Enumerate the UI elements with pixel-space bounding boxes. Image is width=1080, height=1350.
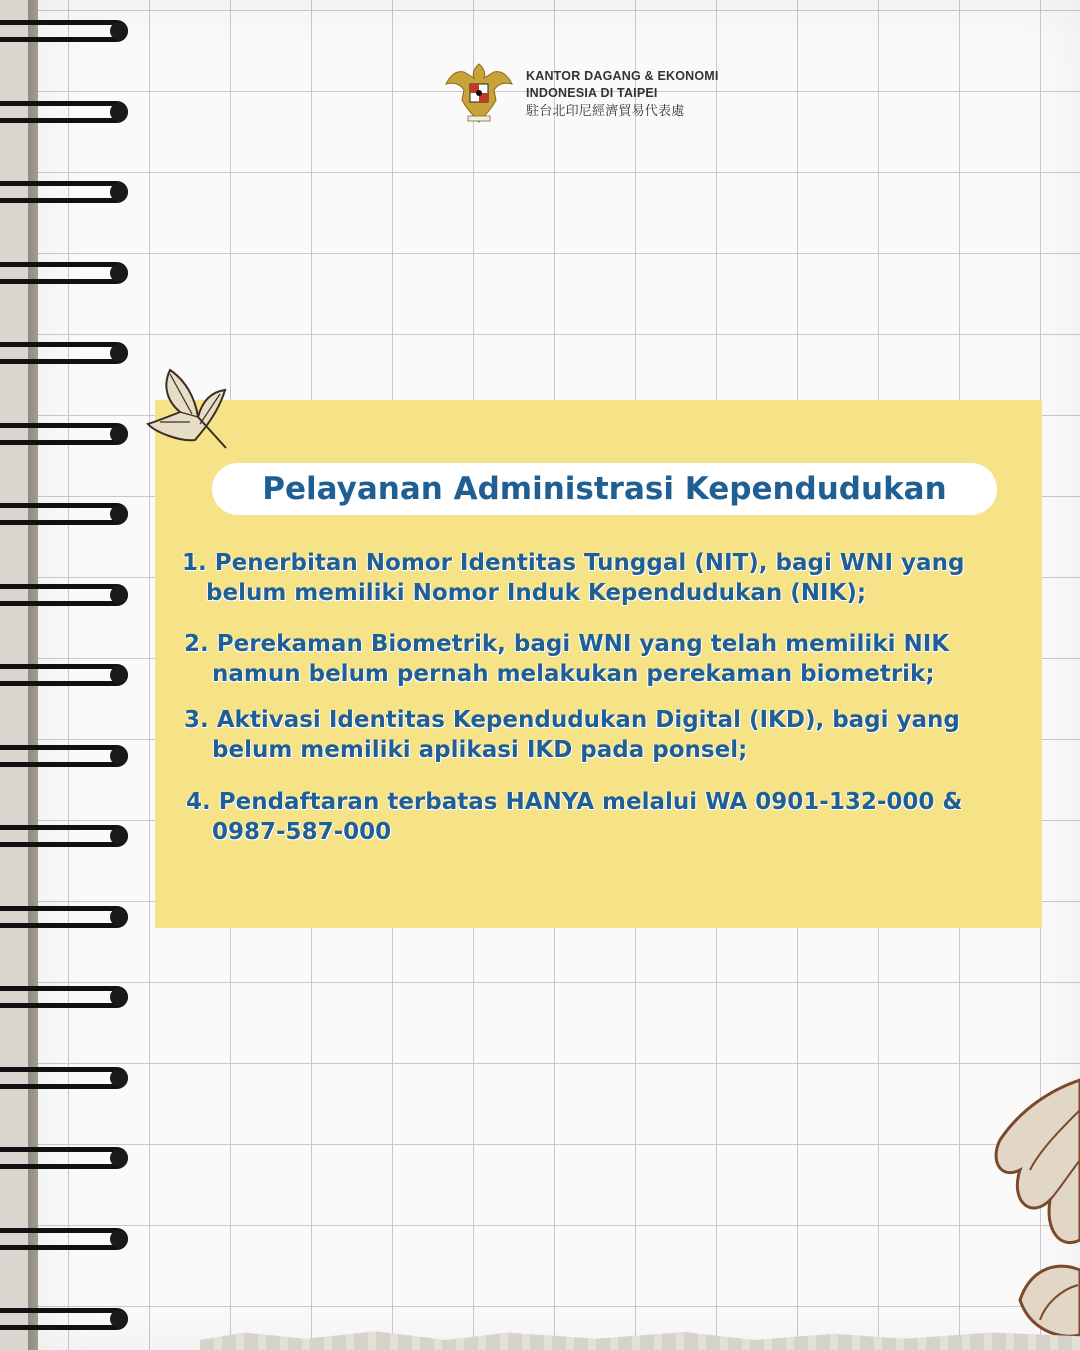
binding-hole [110,827,128,845]
binding-hole [110,22,128,40]
spiral-ring [0,1147,128,1169]
card-title: Pelayanan Administrasi Kependudukan [262,471,947,507]
spiral-ring [0,262,128,284]
spiral-ring [0,342,128,364]
garuda-emblem-icon [444,60,514,126]
org-name-chinese: 駐台北印尼經濟貿易代表處 [526,102,685,118]
binding-hole [110,1069,128,1087]
binding-hole [110,183,128,201]
binding-hole [110,425,128,443]
spiral-ring [0,1228,128,1250]
spiral-ring [0,1308,128,1330]
list-item-4 [186,787,962,847]
binding-hole [110,1230,128,1248]
spiral-ring [0,745,128,767]
binding-hole [110,103,128,121]
binding-hole [110,988,128,1006]
list-item-1-line1: 1. Penerbitan Nomor Identitas Tunggal (NIT), bagi WNI yang [182,550,965,576]
spiral-ring [0,181,128,203]
list-item-3-line2: belum memiliki aplikasi IKD pada ponsel; [212,737,748,763]
butterfly-icon [140,362,240,452]
binding-hole [110,586,128,604]
flower-icon [960,1070,1080,1350]
list-item-4-line1: 4. Pendaftaran terbatas HANYA melalui WA 0901-132-000 & [186,789,963,815]
org-name-block [526,68,719,119]
spiral-ring [0,986,128,1008]
binding-hole [110,747,128,765]
spiral-ring [0,101,128,123]
binding-hole [110,1310,128,1328]
list-item-4-line2: 0987-587-000 [212,819,392,845]
binding-hole [110,344,128,362]
spiral-ring [0,906,128,928]
spiral-ring [0,584,128,606]
list-item-3-line1: 3. Aktivasi Identitas Kependudukan Digital (IKD), bagi yang [184,707,960,733]
org-name-line1: KANTOR DAGANG & EKONOMI [526,68,719,83]
spiral-ring [0,20,128,42]
spiral-ring [0,664,128,686]
list-item-2 [184,629,949,689]
binding-hole [110,1149,128,1167]
binding-hole [110,264,128,282]
spiral-ring [0,825,128,847]
list-item-3 [184,705,960,765]
title-pill [212,463,997,515]
spiral-ring [0,1067,128,1089]
binding-hole [110,505,128,523]
org-name-line2: INDONESIA DI TAIPEI [526,85,658,100]
spiral-ring [0,423,128,445]
list-item-1 [182,548,964,608]
org-header [444,60,719,126]
spiral-ring [0,503,128,525]
list-item-1-line2: belum memiliki Nomor Induk Kependudukan (NIK); [206,580,867,606]
binding-hole [110,908,128,926]
list-item-2-line2: namun belum pernah melakukan perekaman biometrik; [212,661,935,687]
list-item-2-line1: 2. Perekaman Biometrik, bagi WNI yang telah memiliki NIK [184,631,950,657]
binding-hole [110,666,128,684]
